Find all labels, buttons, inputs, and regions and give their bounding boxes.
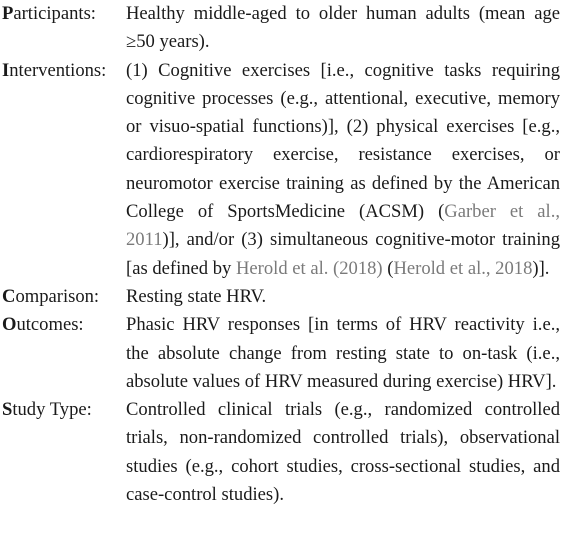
label-rest: nterventions: bbox=[9, 59, 107, 81]
label-study-type bbox=[2, 396, 126, 424]
label-initial: P bbox=[2, 3, 14, 24]
label-interventions bbox=[2, 57, 126, 85]
label-comparison bbox=[2, 283, 126, 311]
text-segment: )], and/or (3) simultaneous cognitive-motor training [as defined by bbox=[126, 229, 560, 279]
text-participants bbox=[126, 0, 560, 57]
label-initial: S bbox=[2, 399, 13, 421]
row-outcomes bbox=[2, 311, 561, 396]
label-initial: O bbox=[2, 314, 17, 336]
text-interventions bbox=[126, 57, 560, 283]
row-comparison bbox=[2, 283, 561, 311]
label-rest: utcomes: bbox=[16, 314, 84, 336]
label-rest: articipants: bbox=[13, 3, 96, 24]
row-participants bbox=[2, 0, 561, 57]
text-segment: Controlled clinical trials (e.g., randomized controlled trials, non-randomized controlled trials), observational studies (e.g., cohort studies, cross-sectional studies, and case-control studies). bbox=[126, 399, 560, 506]
text-outcomes bbox=[126, 311, 560, 396]
citation-link-herold-2018[interactable]: Herold et al., 2018 bbox=[393, 257, 533, 279]
text-segment: )]. bbox=[532, 257, 550, 279]
text-segment: Resting state HRV. bbox=[126, 285, 267, 307]
label-outcomes bbox=[2, 311, 126, 339]
citation-link-herold-2018-narrative[interactable]: Herold et al. (2018) bbox=[235, 257, 383, 279]
text-segment: ( bbox=[382, 257, 394, 279]
text-segment: (1) Cognitive exercises [i.e., cognitive tasks requiring cognitive processes (e.g., attentional, executive, memory or visuo-spatial functions)], (2) physical exercises [e.g., cardiorespiratory exercise, resistance exercises, or neuromotor exercise training as defined by the American College of SportsMedicine (ACSM) ( bbox=[126, 59, 560, 223]
row-interventions bbox=[2, 57, 561, 283]
label-rest: tudy Type: bbox=[12, 399, 92, 421]
label-rest: omparison: bbox=[15, 285, 100, 307]
row-study-type bbox=[2, 396, 561, 509]
citation-link-garber-2011[interactable]: Garber et al., 2011 bbox=[126, 201, 560, 251]
text-study-type bbox=[126, 396, 560, 509]
label-initial: C bbox=[2, 285, 16, 307]
text-comparison bbox=[126, 283, 560, 311]
text-segment: Phasic HRV responses [in terms of HRV reactivity i.e., the absolute change from resting state to on-task (i.e., absolute values of HRV measured during exercise) HRV]. bbox=[126, 314, 560, 392]
text-segment: Healthy middle-aged to older human adults (mean age ≥50 years). bbox=[126, 3, 560, 53]
label-participants bbox=[2, 0, 126, 28]
label-initial: I bbox=[2, 59, 10, 81]
